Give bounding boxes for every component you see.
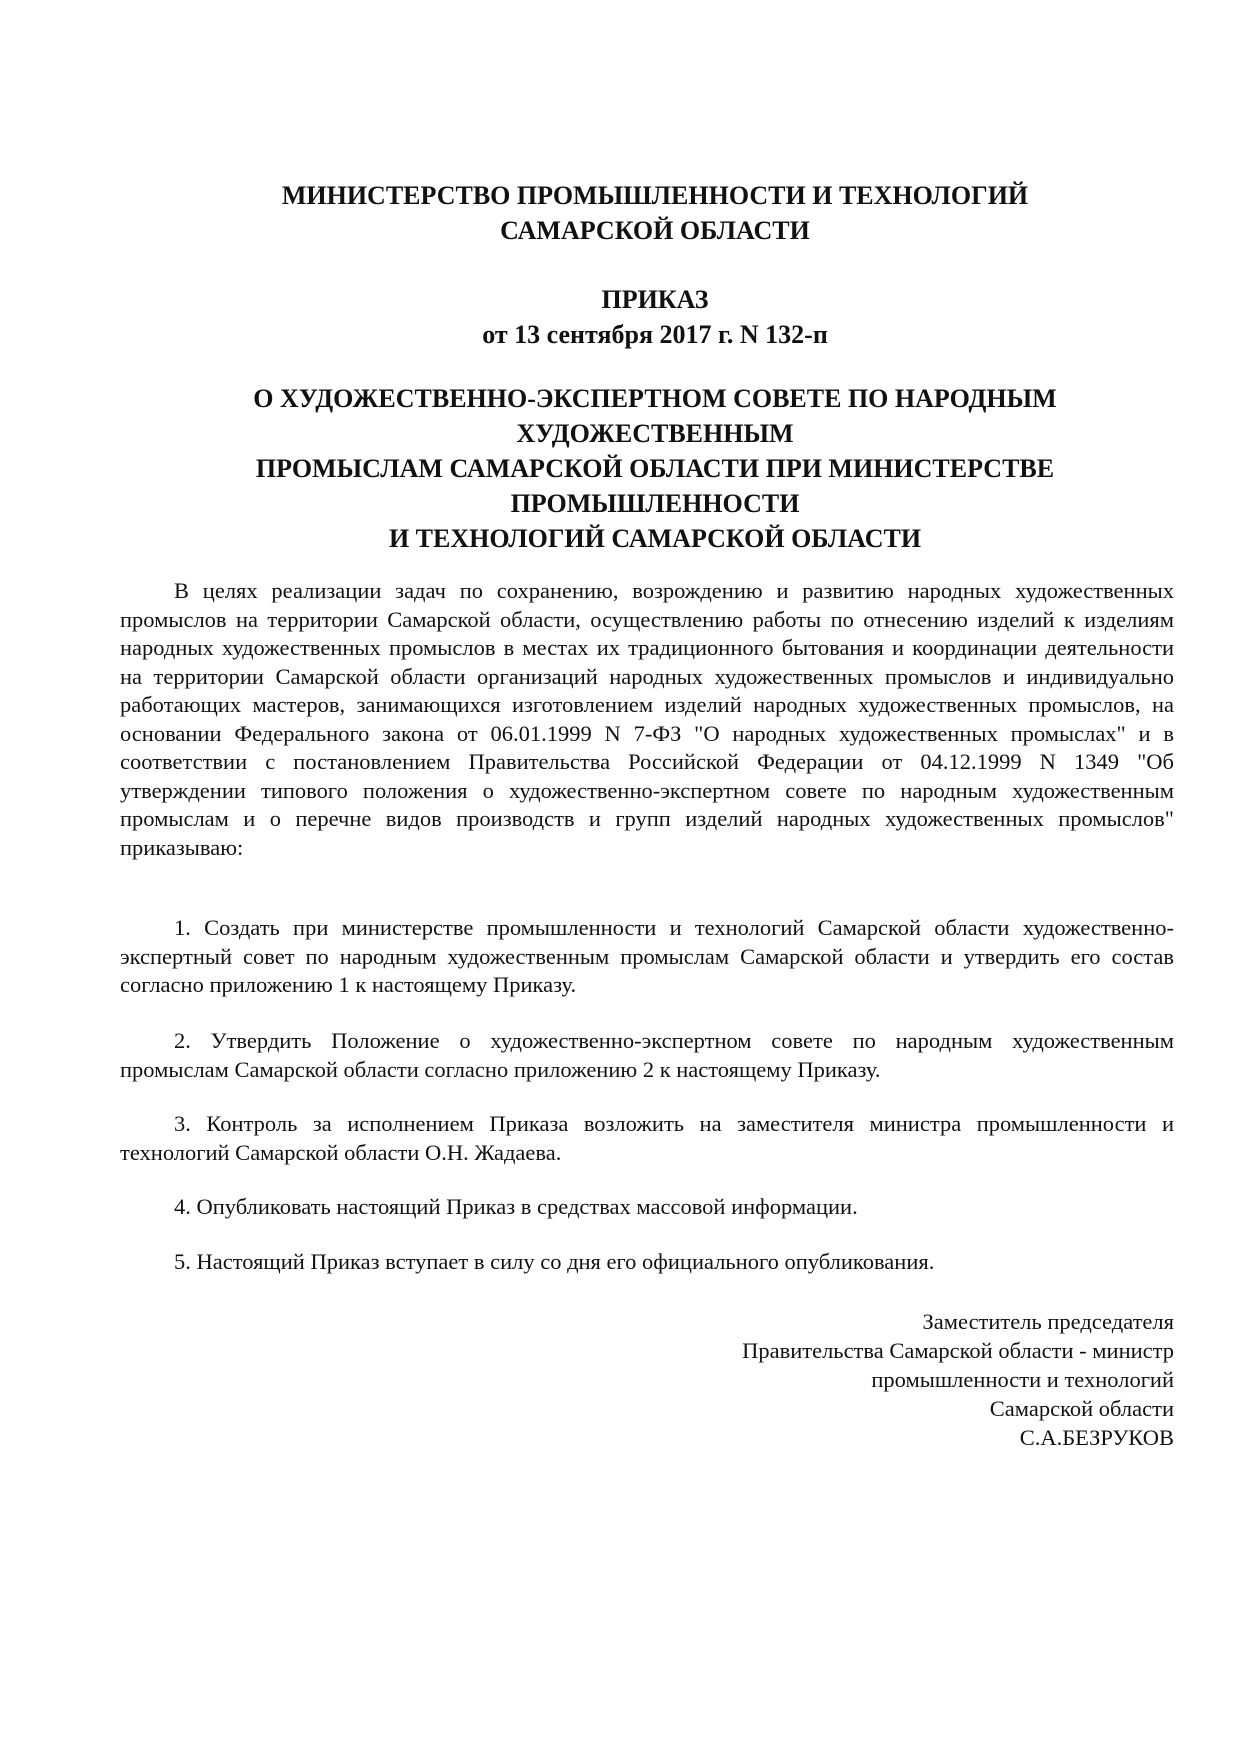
order-label: ПРИКАЗ: [601, 285, 709, 314]
signature-line: Самарской области: [989, 1396, 1174, 1421]
order-heading: [130, 282, 1180, 352]
order-item-4: 4. Опубликовать настоящий Приказ в средствах массовой информации.: [174, 1194, 858, 1219]
title-line: О ХУДОЖЕСТВЕННО-ЭКСПЕРТНОМ СОВЕТЕ ПО НАРОДНЫМ: [253, 384, 1057, 413]
title-line: ПРОМЫСЛАМ САМАРСКОЙ ОБЛАСТИ ПРИ МИНИСТЕРСТВЕ: [255, 454, 1055, 483]
ministry-heading: [130, 178, 1180, 248]
signature-line: Заместитель председателя: [922, 1309, 1174, 1334]
order-item-5: 5. Настоящий Приказ вступает в силу со дня его официального опубликования.: [174, 1249, 935, 1274]
signature-block: [580, 1307, 1174, 1452]
order-item-1: 1. Создать при министерстве промышленности и технологий Самарской области художественно-экспертный совет по народным художественным промыслам Самарской области и утвердить его состав согласно приложению 1 к настоящему Приказу.: [120, 915, 1174, 997]
ministry-line-1: МИНИСТЕРСТВО ПРОМЫШЛЕННОСТИ И ТЕХНОЛОГИЙ: [281, 181, 1029, 210]
signatory-name: С.А.БЕЗРУКОВ: [1019, 1425, 1174, 1450]
order-item-2: 2. Утвердить Положение о художественно-экспертном совете по народным художественным промыслам Самарской области согласно приложению 2 к настоящему Приказу.: [120, 1028, 1174, 1082]
signature-line: промышленности и технологий: [871, 1367, 1174, 1392]
preamble-paragraph: В целях реализации задач по сохранению, возрождению и развитию народных художественных промыслов на территории Самарской области, осуществлению работы по отнесению изделий к изделиям народных художественных промыслов в местах их традиционного бытования и координации деятельности на территории Самарской области организаций народных художественных промыслов и индивидуально работающих мастеров, занимающихся изготовлением изделий народных художественных промыслов, на основании Федерального закона от 06.01.1999 N 7-ФЗ "О народных художественных промыслах" и в соответствии с постановлением Правительства Российской Федерации от 04.12.1999 N 1349 "Об утверждении типового положения о художественно-экспертном совете по народным художественным промыслам и о перечне видов производств и групп изделий народных художественных промыслов" приказываю:: [120, 578, 1174, 860]
order-date-number: от 13 сентября 2017 г. N 132-п: [482, 320, 828, 349]
document-title: [130, 381, 1180, 556]
title-line: ПРОМЫШЛЕННОСТИ: [510, 489, 800, 518]
order-item-3: 3. Контроль за исполнением Приказа возложить на заместителя министра промышленности и технологий Самарской области О.Н. Жадаева.: [120, 1111, 1174, 1165]
title-line: И ТЕХНОЛОГИЙ САМАРСКОЙ ОБЛАСТИ: [388, 524, 922, 553]
signature-line: Правительства Самарской области - министр: [742, 1338, 1174, 1363]
title-line: ХУДОЖЕСТВЕННЫМ: [516, 419, 794, 448]
ministry-line-2: САМАРСКОЙ ОБЛАСТИ: [500, 216, 810, 245]
